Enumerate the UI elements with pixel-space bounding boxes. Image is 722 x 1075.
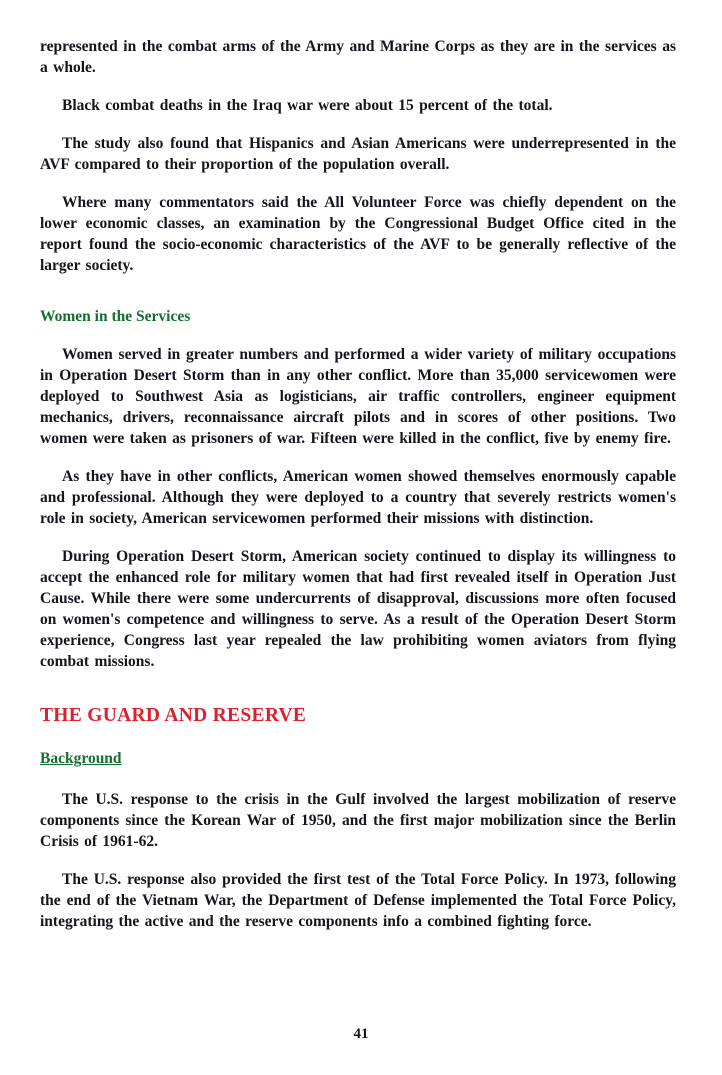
paragraph-gulf-mobilization: The U.S. response to the crisis in the Gulf involved the largest mobilization of reserve components since the Korean War of 1950, and the first major mobilization since the Berlin Crisis of 1961-62. <box>40 791 676 850</box>
page-number: 41 <box>353 1026 369 1042</box>
section-heading-women-in-the-services: Women in the Services <box>40 308 191 325</box>
paragraph-women-served: Women served in greater numbers and performed a wider variety of military occupations in Operation Desert Storm than in any other conflict. More than 35,000 servicewomen were deployed to Southwest Asia as logisticians, air traffic controllers, engineer equipment mechanics, drivers, reconnaissance aircraft pilots and in scores of other positions. Two women were taken as prisoners of war. Fifteen were killed in the conflict, five by enemy fire. <box>40 346 676 447</box>
paragraph-congressional-budget-office: Where many commentators said the All Volunteer Force was chiefly dependent on the lower economic classes, an examination by the Congressional Budget Office cited in the report found the socio-economic characteristics of the AVF to be generally reflective of the larger society. <box>40 194 676 274</box>
paragraph-hispanics-asian-americans: The study also found that Hispanics and Asian Americans were underrepresented in the AVF compared to their proportion of the population overall. <box>40 135 676 173</box>
paragraph-women-capable-professional: As they have in other conflicts, American women showed themselves enormously capable and professional. Although they were deployed to a country that severely restricts women's role in society, American servicewomen performed their missions with distinction. <box>40 468 676 527</box>
paragraph-total-force-policy: The U.S. response also provided the first test of the Total Force Policy. In 1973, following the end of the Vietnam War, the Department of Defense implemented the Total Force Policy, integrating the active and the reserve components info a combined fighting force. <box>40 871 676 930</box>
paragraph-black-combat-deaths: Black combat deaths in the Iraq war were about 15 percent of the total. <box>62 97 553 114</box>
subsection-heading-background: Background <box>40 750 122 767</box>
paragraph-desert-storm-willingness: During Operation Desert Storm, American society continued to display its willingness to accept the enhanced role for military women that had first revealed itself in Operation Just Cause. While there were some undercurrents of disapproval, discussions more often focused on women's competence and willingness to serve. As a result of the Operation Desert Storm experience, Congress last year repealed the law prohibiting women aviators from flying combat missions. <box>40 548 676 670</box>
section-heading-guard-and-reserve: THE GUARD AND RESERVE <box>40 705 307 726</box>
paragraph-services-continuation: represented in the combat arms of the Army and Marine Corps as they are in the services as a whole. <box>40 38 676 76</box>
